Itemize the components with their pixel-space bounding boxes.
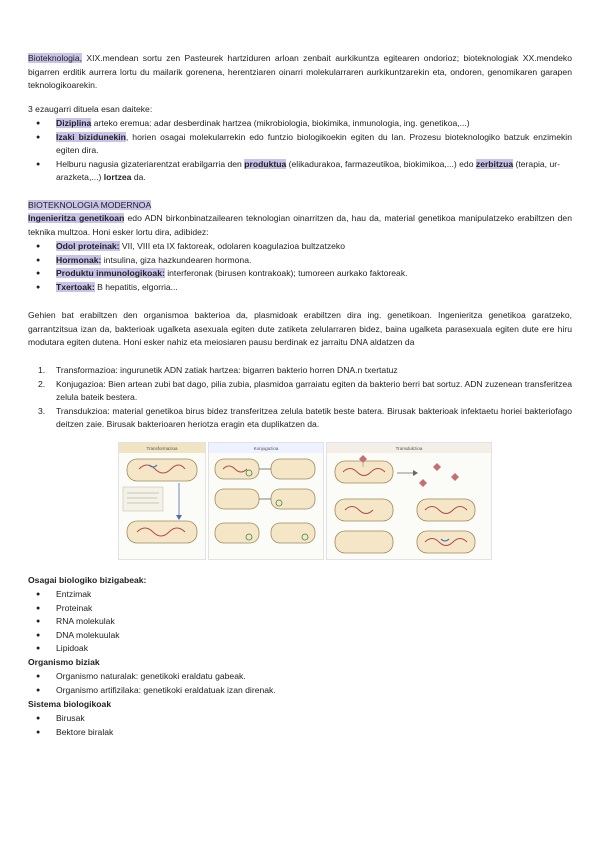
- figure-title: Konjugazioa: [253, 446, 279, 451]
- figure-strip: [118, 442, 490, 558]
- list-item: ● Bektore biralak: [28, 726, 572, 740]
- figure-title: Transdukzioa: [395, 446, 423, 451]
- transformation-figure: [118, 442, 206, 560]
- gene-transfer-list: [28, 364, 572, 432]
- list-item: ● Hormonak: intsulina, giza hazkundearen hormona.: [28, 254, 572, 268]
- list-item: 3. Transdukzioa: material genetikoa birus bidez transferitzea zelula batetik beste batera. Birusak bakterioak infektaetu horiei bakteriofago deitzen zaie. Birusak bakterioaren heriotza eragin eta duplikatzen da.: [38, 405, 572, 429]
- list-item: 2. Konjugazioa: Bien artean zubi bat dago, pilia zubia, plasmidoa garraiatu egiten da bakterio berri bat sortuz. ADN zuzenean transferitzea zelula bateik bestera.: [38, 378, 572, 402]
- conjugation-figure: [208, 442, 324, 560]
- features-intro: 3 ezaugarri dituela esan daiteke:: [28, 104, 153, 114]
- list-item: ● Birusak: [28, 712, 572, 726]
- systems-heading: Sistema biologikoak: [28, 699, 112, 709]
- intro-term: Bioteknologia,: [28, 53, 82, 63]
- list-item: ● Helburu nagusia gizateriarentzat erabilgarria den produktua (elikadurakoa, farmazeutikoa, biokimikoa,...) edo zerbitzua (terapia, ur-arazketa,...) lortzea da.: [28, 158, 572, 185]
- list-item: ● Entzimak: [28, 588, 572, 602]
- organisms-list: [28, 670, 572, 697]
- transduction-diagram: [327, 443, 491, 559]
- features-list: [28, 117, 572, 185]
- components-heading: Osagai biologiko bizigabeak:: [28, 575, 147, 585]
- bacteria-paragraph: Gehien bat erabiltzen den organismoa bakterioa da, plasmidoak erabiltzen dira ing. genetikoan. Ingenieritza genetikoa garatzeko, garrantzitsua izan da, bakterioak ugalketa asexuala egiten dute zatiketa zelularraren bidez, baina ugalketa parasexuala egiten dute ere hiru modutara egiten dutena. Honi esker nahiz eta meiosiaren pausu berdinak ez jarraitu DNA aldatzen da: [28, 310, 572, 347]
- list-item: ● Diziplina arteko eremua: adar desberdinak hartzea (mikrobiologia, biokimika, inmunologia, ing. genetikoa,...): [28, 117, 572, 131]
- list-item: ● Organismo naturalak: genetikoki eraldatu gabeak.: [28, 670, 572, 684]
- conjugation-diagram: [209, 443, 323, 559]
- list-item: ● Odol proteinak: VII, VIII eta IX faktoreak, odolaren koagulazioa bultzatzeko: [28, 240, 572, 254]
- modern-paragraph: Ingenieritza genetikoan edo ADN birkonbinatzailearen teknologian oinarritzen da, hau da, material genetikoa manipulatzeko erabiltzen den teknika multzoa. Honi esker lortu dira, adibidez:: [28, 213, 572, 237]
- list-item: ● Izaki bizidunekin, horien osagai molekularrekin edo funtzio biologikoekin egiten du lan. Prozesu bioteknologiko batzuk enzimekin egiten dira.: [28, 131, 572, 158]
- modern-heading: BIOTEKNOLOGIA MODERNOA: [28, 200, 152, 210]
- components-list: [28, 588, 572, 656]
- list-item: ● RNA molekulak: [28, 615, 572, 629]
- list-item: ● Proteinak: [28, 602, 572, 616]
- intro-text: XIX.mendean sortu zen Pasteurek hartziduren arloan zenbait aurkikuntza egitearen ondorioz; bioteknologiak XX.mendeko bigarren erditik aurrera lortu du mailarik gorenena, herentziaren oinarri molekularraren aurkikuntzarekin eta, ondoren, genomikaren garapen teknologikoarekin.: [28, 53, 572, 90]
- list-item: ● Produktu inmunologikoak: interferonak (birusen kontrakoak); tumoreen aurkako faktoreak.: [28, 267, 572, 281]
- modern-list: [28, 240, 572, 294]
- list-item: ● DNA molekuulak: [28, 629, 572, 643]
- figure-title: Transformazioa: [146, 446, 178, 451]
- intro-paragraph: [28, 52, 572, 93]
- transformation-diagram: [119, 443, 205, 559]
- organisms-heading: Organismo biziak: [28, 657, 100, 667]
- list-item: ● Txertoak: B hepatitis, elgorria...: [28, 281, 572, 295]
- list-item: ● Lipidoak: [28, 642, 572, 656]
- list-item: 1. Transformazioa: ingurunetik ADN zatiak hartzea: bigarren bakterio horren DNA.n txertatuz: [38, 365, 398, 375]
- transduction-figure: [326, 442, 492, 560]
- systems-list: [28, 712, 572, 739]
- list-item: ● Organismo artifizilaka: genetikoki eraldatuak izan direnak.: [28, 684, 572, 698]
